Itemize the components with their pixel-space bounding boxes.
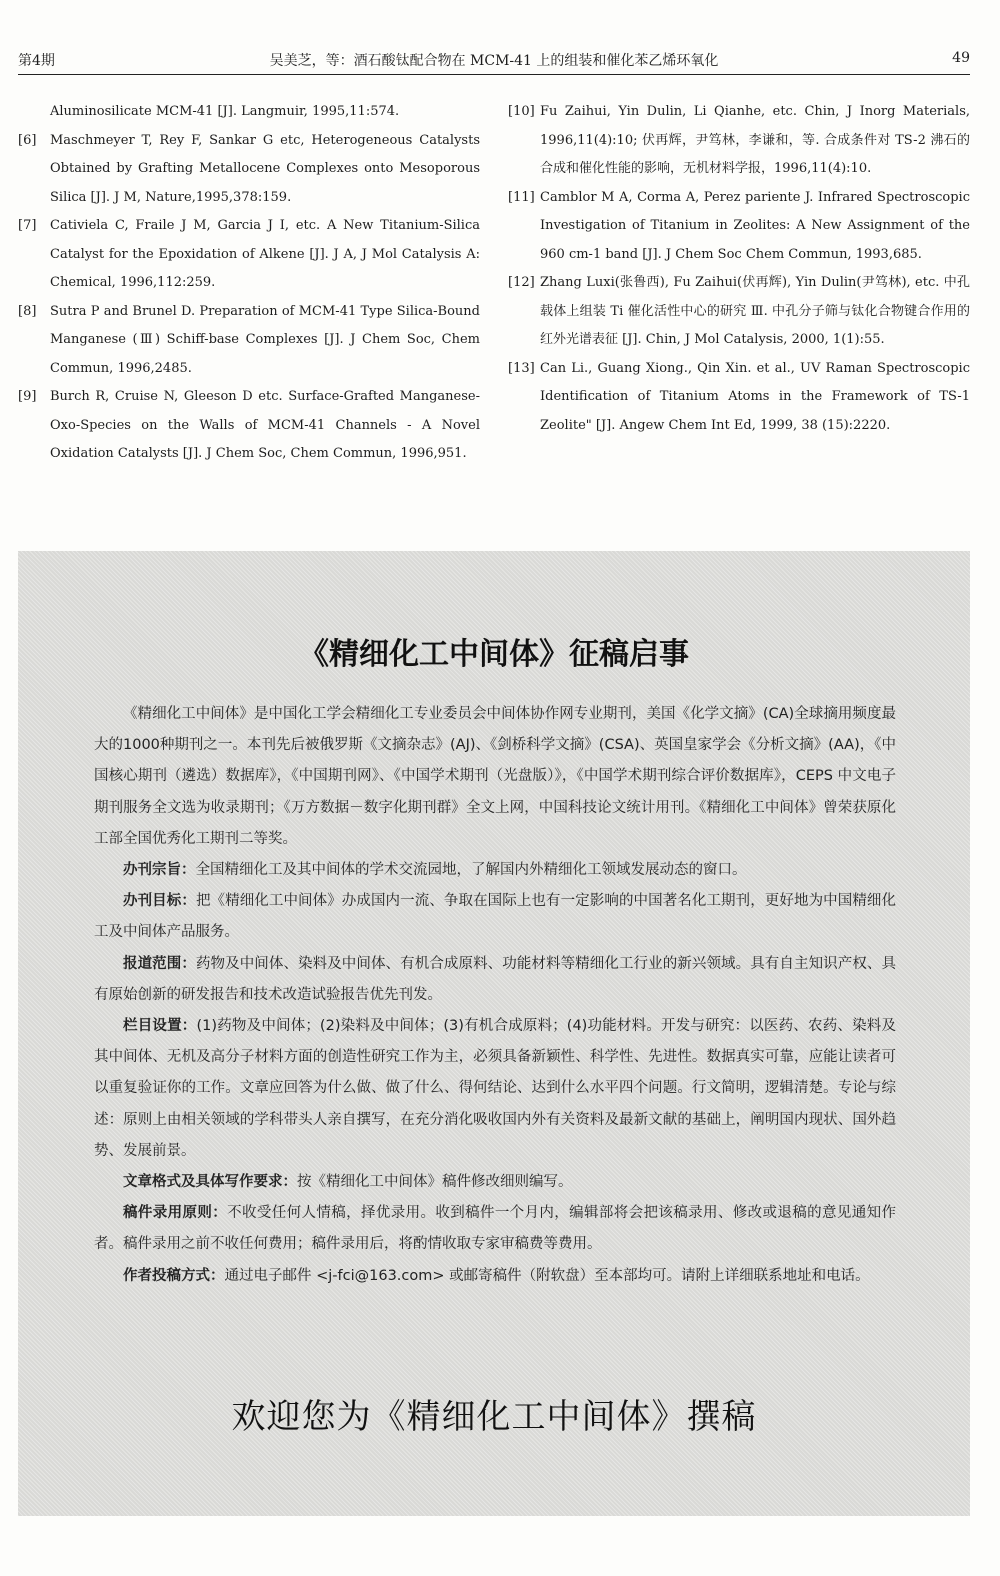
running-header xyxy=(18,48,970,75)
reference-number: [9] xyxy=(18,389,37,404)
notice-item-text: 把《精细化工中间体》办成国内一流、争取在国际上也有一定影响的中国著名化工期刊，更好地为中国精细化工及中间体产品服务。 xyxy=(94,893,897,941)
reference-item xyxy=(508,269,970,355)
reference-text: Can Li., Guang Xiong., Qin Xin. et al., UV Raman Spectroscopic Identification of Titanium Atoms in the Framework of TS-1 Zeolite" [J]. Angew Chem Int Ed, 1999, 38 (15):2220. xyxy=(540,360,970,433)
references-left-column xyxy=(18,98,480,469)
page-number: 49 xyxy=(952,50,970,66)
reference-item xyxy=(18,298,480,384)
references-right-column xyxy=(508,98,970,440)
welcome-banner: 欢迎您为《精细化工中间体》撰稿 xyxy=(231,1397,757,1437)
reference-number: [11] xyxy=(508,189,535,205)
notice-item xyxy=(94,1261,896,1292)
reference-item xyxy=(508,184,970,270)
notice-item-label: 文章格式及具体写作要求： xyxy=(123,1174,297,1191)
reference-number: [12] xyxy=(508,275,535,290)
notice-item xyxy=(94,855,896,886)
running-title: 吴美芝，等：酒石酸钛配合物在 MCM-41 上的组装和催化苯乙烯环氧化 xyxy=(269,53,719,69)
reference-text: Fu Zaihui, Yin Dulin, Li Qianhe, etc. Chin, J Inorg Materials, 1996,11(4):10; 伏再辉，尹笃林，李谦和，等. 合成条件对 TS-2 沸石的合成和催化性能的影响，无机材料学报，1996,11(4):10. xyxy=(540,104,970,176)
reference-item xyxy=(18,98,480,127)
notice-title: 《精细化工中间体》征稿启事 xyxy=(299,637,689,672)
notice-item-label: 栏目设置： xyxy=(123,1018,197,1035)
reference-number: [10] xyxy=(508,104,535,119)
notice-item-label: 报道范围： xyxy=(123,955,196,972)
reference-text: Sutra P and Brunel D. Preparation of MCM-41 Type Silica-Bound Manganese (Ⅲ) Schiff-base Complexes [J]. J Chem Soc, Chem Commun, 1996,2485. xyxy=(50,303,480,376)
notice-body xyxy=(94,699,896,1292)
notice-intro: 《精细化工中间体》是中国化工学会精细化工专业委员会中间体协作网专业期刊，美国《化学文摘》(CA)全球摘用频度最大的1000种期刊之一。本刊先后被俄罗斯《文摘杂志》(AJ)、《剑桥科学文摘》(CSA)、英国皇家学会《分析文摘》(AA)，《中国核心期刊（遴选）数据库》，《中国期刊网》、《中国学术期刊（光盘版）》，《中国学术期刊综合评价数据库》，CEPS 中文电子期刊服务全文选为收录期刊；《万方数据－数字化期刊群》全文上网，中国科技论文统计用刊。《精细化工中间体》曾荣获原化工部全国优秀化工期刊二等奖。 xyxy=(94,706,896,847)
reference-text: Zhang Luxi(张鲁西), Fu Zaihui(伏再辉), Yin Dulin(尹笃林), etc. 中孔载体上组装 Ti 催化活性中心的研究 Ⅲ. 中孔分子筛与钛化合物键合作用的红外光谱表征 [J]. Chin, J Mol Catalysis, 2000, 1(1):55. xyxy=(540,275,970,347)
reference-number: [7] xyxy=(18,218,37,233)
call-for-papers-box xyxy=(18,551,970,1516)
reference-number: [8] xyxy=(18,303,37,319)
notice-item xyxy=(94,1011,896,1167)
reference-text: Burch R, Cruise N, Gleeson D etc. Surface-Grafted Manganese-Oxo-Species on the Walls of MCM-41 Channels - A Novel Oxidation Catalysts [J]. J Chem Soc, Chem Commun, 1996,951. xyxy=(50,389,480,461)
notice-item-text: 按《精细化工中间体》稿件修改细则编写。 xyxy=(297,1174,573,1191)
issue-label: 第4期 xyxy=(18,53,55,69)
reference-text: Maschmeyer T, Rey F, Sankar G etc, Heterogeneous Catalysts Obtained by Grafting Metallocene Complexes onto Mesoporous Silica [J]. J M, Nature,1995,378:159. xyxy=(50,132,480,205)
reference-number: [13] xyxy=(508,360,535,376)
reference-item xyxy=(18,383,480,469)
notice-item-label: 办刊宗旨： xyxy=(123,862,196,879)
reference-text: Cativiela C, Fraile J M, Garcia J I, etc. A New Titanium-Silica Catalyst for the Epoxidation of Alkene [J]. J A, J Mol Catalysis A: Chemical, 1996,112:259. xyxy=(50,218,480,290)
notice-item-text: (1)药物及中间体；(2)染料及中间体；(3)有机合成原料；(4)功能材料。开发与研究：以医药、农药、染料及其中间体、无机及高分子材料方面的创造性研究工作为主，必须具备新颖性、科学性、先进性。数据真实可靠，应能让读者可以重复验证你的工作。文章应回答为什么做、做了什么、得何结论、达到什么水平四个问题。行文简明，逻辑清楚。专论与综述：原则上由相关领域的学科带头人亲自撰写，在充分消化吸收国内外有关资料及最新文献的基础上，阐明国内现状、国外趋势、发展前景。 xyxy=(94,1018,897,1159)
notice-item-text: 全国精细化工及其中间体的学术交流园地，了解国内外精细化工领域发展动态的窗口。 xyxy=(195,862,747,879)
reference-item xyxy=(18,127,480,213)
notice-item-text: 通过电子邮件 <j-fci@163.com> 或邮寄稿件（附软盘）至本部均可。请附上详细联系地址和电话。 xyxy=(224,1267,870,1284)
notice-item-text: 药物及中间体、染料及中间体、有机合成原料、功能材料等精细化工行业的新兴领域。具有自主知识产权、具有原始创新的研发报告和技术改造试验报告优先刊发。 xyxy=(94,955,897,1003)
notice-item-label: 稿件录用原则： xyxy=(123,1205,228,1222)
notice-item-label: 办刊目标： xyxy=(123,893,196,910)
reference-item xyxy=(508,355,970,441)
reference-text: Aluminosilicate MCM-41 [J]. Langmuir, 1995,11:574. xyxy=(50,104,400,119)
notice-item xyxy=(94,886,896,948)
notice-item xyxy=(94,949,896,1011)
notice-item-label: 作者投稿方式： xyxy=(123,1267,225,1284)
notice-item xyxy=(94,1167,896,1198)
notice-item-text: 不收受任何人情稿，择优录用。收到稿件一个月内，编辑部将会把该稿录用、修改或退稿的意见通知作者。稿件录用之前不收任何费用；稿件录用后，将酌情收取专家审稿费等费用。 xyxy=(94,1205,896,1253)
reference-item xyxy=(508,98,970,184)
reference-number: [6] xyxy=(18,132,37,148)
reference-text: Camblor M A, Corma A, Perez pariente J. Infrared Spectroscopic Investigation of Titanium in Zeolites: A New Assignment of the 960 cm-1 band [J]. J Chem Soc Chem Commun, 1993,685. xyxy=(540,189,970,262)
reference-item xyxy=(18,212,480,298)
notice-item xyxy=(94,1198,896,1260)
